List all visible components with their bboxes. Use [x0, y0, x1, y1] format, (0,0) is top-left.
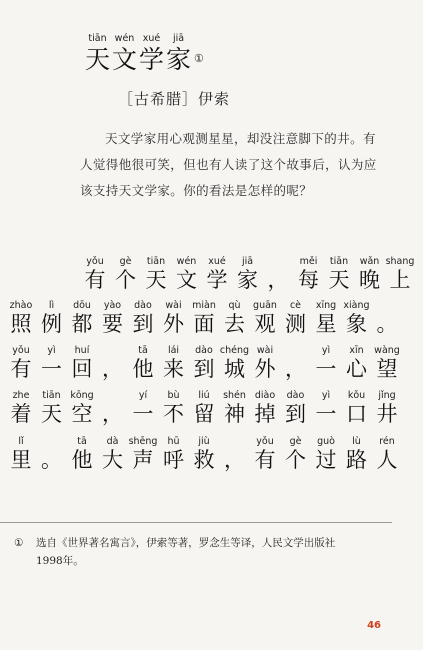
hanzi-char: 一 — [315, 357, 337, 381]
footnote-text-continued: 1998年。 — [36, 555, 84, 567]
title-char: 天 — [84, 45, 110, 74]
hanzi-char: 。 — [41, 448, 62, 472]
pinyin-syllable: yí — [138, 390, 148, 401]
hanzi-char: ， — [285, 357, 306, 381]
hanzi-char: 天 — [145, 268, 167, 292]
pinyin-syllable: dào — [195, 345, 213, 356]
title-pinyin — [84, 26, 204, 45]
pinyin-syllable: lì — [48, 300, 55, 311]
hanzi-char: 路 — [346, 448, 367, 472]
hanzi-char: 去 — [224, 312, 245, 336]
pinyin-syllable: shén — [223, 390, 246, 401]
hanzi-char: ， — [224, 448, 245, 472]
pinyin-syllable: dà — [106, 436, 119, 447]
pinyin-syllable: yǒu — [86, 256, 104, 267]
pinyin-syllable: huí — [74, 345, 90, 356]
hanzi-char: 留 — [193, 402, 215, 426]
pinyin-syllable: miàn — [192, 300, 216, 311]
footnote-text: 选自《世界著名寓言》，伊索等著，罗念生等译，人民文学出版社 — [36, 537, 336, 549]
hanzi-char: 外 — [254, 357, 276, 381]
hanzi-char: 上 — [389, 268, 411, 292]
pinyin-syllable: yì — [321, 345, 331, 356]
hanzi-char: 面 — [193, 312, 215, 336]
hanzi-char: 他 — [132, 357, 154, 381]
hanzi-char: 来 — [163, 357, 184, 381]
title-pinyin-syllable: jiā — [172, 33, 185, 44]
pinyin-syllable: lù — [352, 436, 361, 447]
hanzi-char: 例 — [41, 312, 62, 336]
hanzi-char: 要 — [102, 312, 123, 336]
hanzi-char: 心 — [346, 357, 367, 381]
hanzi-char: 里 — [10, 448, 32, 472]
hanzi-char: ， — [102, 357, 123, 381]
pinyin-syllable: guò — [317, 436, 335, 447]
author-line: ［古希腊］伊索 — [118, 90, 231, 108]
hanzi-char: 到 — [193, 357, 215, 381]
hanzi-char: 晚 — [359, 268, 380, 292]
pinyin-syllable: yào — [103, 300, 122, 311]
pinyin-syllable: dào — [286, 390, 305, 401]
page-title — [84, 45, 204, 75]
pinyin-syllable: shēng — [128, 436, 158, 447]
pinyin-syllable: diào — [254, 390, 276, 401]
title-char: 文 — [111, 45, 137, 74]
pinyin-syllable: gè — [289, 436, 302, 447]
pinyin-syllable: qù — [228, 300, 241, 311]
pinyin-syllable: gè — [119, 256, 132, 267]
pinyin-syllable: wén — [176, 256, 197, 267]
pinyin-syllable: zhe — [12, 390, 30, 401]
pinyin-syllable: wài — [256, 345, 274, 356]
pinyin-syllable: zhào — [9, 300, 33, 311]
hanzi-char: 个 — [285, 448, 306, 472]
hanzi-char: 人 — [376, 448, 398, 472]
pinyin-syllable: wàng — [374, 345, 400, 356]
hanzi-char: 空 — [71, 402, 93, 426]
hanzi-char: 到 — [132, 312, 154, 336]
footnote-divider — [0, 522, 392, 523]
title-pinyin-syllable: xué — [142, 33, 161, 44]
hanzi-char: 不 — [163, 402, 184, 426]
title-pinyin-syllable: wén — [114, 33, 135, 44]
pinyin-syllable: yǒu — [256, 436, 274, 447]
title-char: 家 — [165, 45, 191, 74]
hanzi-char: 外 — [163, 312, 184, 336]
hanzi-char: 过 — [315, 448, 337, 472]
pinyin-syllable: dōu — [73, 300, 91, 311]
hanzi-char: 井 — [376, 402, 398, 426]
pinyin-syllable: tiān — [329, 256, 349, 267]
hanzi-char: ， — [267, 268, 289, 292]
intro-paragraph — [80, 126, 380, 204]
pinyin-syllable: kōng — [70, 390, 94, 401]
footnote — [14, 534, 394, 570]
pinyin-syllable: xué — [208, 256, 226, 267]
hanzi-char: 照 — [10, 312, 32, 336]
hanzi-char: 声 — [132, 448, 154, 472]
hanzi-char: 口 — [346, 402, 367, 426]
pinyin-syllable: rén — [379, 436, 395, 447]
hanzi-char: 有 — [254, 448, 276, 472]
hanzi-char: 大 — [102, 448, 123, 472]
pinyin-syllable: wǎn — [359, 256, 380, 267]
hanzi-char: 呼 — [163, 448, 184, 472]
hanzi-char: 家 — [237, 268, 258, 292]
hanzi-char: 一 — [315, 402, 337, 426]
hanzi-char: 都 — [71, 312, 93, 336]
pinyin-syllable: hū — [167, 436, 180, 447]
footnote-marker: ① — [194, 51, 204, 65]
hanzi-char: 城 — [224, 357, 245, 381]
title-block — [84, 26, 204, 75]
pinyin-syllable: yì — [47, 345, 56, 356]
hanzi-char: 神 — [224, 402, 245, 426]
pinyin-syllable: dào — [134, 300, 152, 311]
pinyin-syllable: xīng — [315, 300, 337, 311]
pinyin-syllable: tā — [77, 436, 87, 447]
hanzi-char: 象 — [346, 312, 367, 336]
hanzi-char: 星 — [315, 312, 337, 336]
pinyin-syllable: lái — [167, 345, 180, 356]
hanzi-char: 天 — [328, 268, 350, 292]
hanzi-char: 望 — [376, 357, 398, 381]
hanzi-char: 学 — [206, 268, 228, 292]
hanzi-char: ， — [102, 402, 123, 426]
hanzi-char: 救 — [193, 448, 215, 472]
pinyin-syllable: lǐ — [18, 436, 24, 447]
pinyin-syllable: guān — [253, 300, 277, 311]
hanzi-char: 他 — [71, 448, 93, 472]
hanzi-char: 有 — [10, 357, 32, 381]
footnote-number: ① — [14, 537, 24, 549]
hanzi-char: 有 — [84, 268, 106, 292]
pinyin-syllable: chéng — [219, 345, 250, 356]
hanzi-char: 观 — [254, 312, 276, 336]
pinyin-syllable: liú — [198, 390, 210, 401]
intro-text: 天文学家用心观测星星，却没注意脚下的井。有人觉得他很可笑，但也有人读了这个故事后，认为应该支持天文学家。你的看法是怎样的呢？ — [80, 131, 377, 198]
hanzi-char: 。 — [376, 312, 398, 336]
page-number: 46 — [367, 620, 381, 631]
pinyin-syllable: tā — [138, 345, 148, 356]
pinyin-syllable: yǒu — [12, 345, 30, 356]
pinyin-syllable: měi — [299, 256, 318, 267]
pinyin-syllable: cè — [289, 300, 302, 311]
hanzi-char: 到 — [285, 402, 306, 426]
pinyin-syllable: xīn — [349, 345, 364, 356]
title-pinyin-syllable: tiān — [88, 33, 107, 44]
pinyin-syllable: jǐng — [378, 390, 396, 401]
hanzi-char: 测 — [285, 312, 306, 336]
pinyin-syllable: kǒu — [347, 390, 366, 401]
pinyin-syllable: shang — [385, 256, 415, 267]
hanzi-char: 天 — [41, 402, 62, 426]
hanzi-char: 一 — [41, 357, 62, 381]
hanzi-char: 文 — [176, 268, 197, 292]
hanzi-char: 个 — [115, 268, 136, 292]
pinyin-syllable: jiù — [198, 436, 210, 447]
title-char: 学 — [138, 45, 164, 74]
pinyin-syllable: tiān — [146, 256, 166, 267]
hanzi-char: 着 — [10, 402, 32, 426]
hanzi-char: 每 — [298, 268, 319, 292]
pinyin-syllable: xiàng — [343, 300, 370, 311]
pinyin-syllable: wài — [165, 300, 182, 311]
pinyin-syllable: bù — [167, 390, 180, 401]
pinyin-syllable: jiā — [241, 256, 254, 267]
pinyin-syllable: yì — [321, 390, 331, 401]
pinyin-syllable: tiān — [42, 390, 61, 401]
hanzi-char: 掉 — [254, 402, 276, 426]
hanzi-char: 回 — [71, 357, 93, 381]
hanzi-char: 一 — [132, 402, 154, 426]
